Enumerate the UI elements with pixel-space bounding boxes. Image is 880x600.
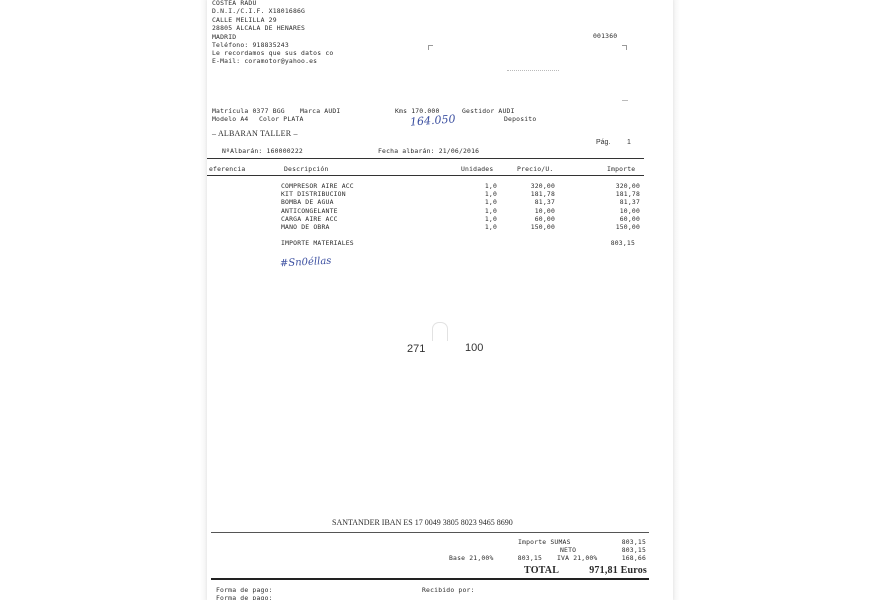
faint-stamp-mark bbox=[432, 322, 448, 341]
received-by-label: Recibido por: bbox=[422, 586, 475, 594]
item-price: 181,78 bbox=[530, 190, 555, 199]
item-units: 1,0 bbox=[484, 190, 497, 199]
page-number-right: 100 bbox=[465, 342, 484, 354]
item-description: CARGA AIRE ACC bbox=[281, 214, 338, 223]
vehicle-model: Modelo A4 bbox=[212, 115, 249, 123]
document-type: – ALBARAN TALLER – bbox=[212, 129, 298, 138]
item-price: 60,00 bbox=[534, 214, 555, 223]
item-price: 81,37 bbox=[534, 198, 555, 207]
sender-email: E-Mail: coramotor@yahoo.es bbox=[212, 57, 318, 65]
sender-name: COSTEA RADU bbox=[212, 0, 257, 7]
bank-iban: SANTANDER IBAN ES 17 0049 3805 8023 9465 8690 bbox=[332, 518, 513, 527]
item-amount: 81,37 bbox=[619, 198, 640, 207]
faint-mark bbox=[507, 70, 559, 72]
sumas-value: 803,15 bbox=[621, 538, 646, 546]
vehicle-deposit: Deposito bbox=[504, 115, 537, 123]
item-description: MANO DE OBRA bbox=[281, 223, 330, 231]
sender-province: MADRID bbox=[212, 33, 237, 41]
neto-label: NETO bbox=[560, 546, 577, 554]
col-header-amount: Importe bbox=[607, 165, 636, 173]
page-value: 1 bbox=[627, 139, 631, 146]
payment-method-label-2: Forma de pago: bbox=[216, 594, 273, 600]
header-bottom-rule bbox=[207, 175, 644, 176]
sender-dni: D.N.I./C.I.F. X1801686G bbox=[212, 7, 306, 15]
item-units: 1,0 bbox=[484, 223, 497, 231]
sender-street: CALLE MELILLA 29 bbox=[212, 16, 277, 24]
handwritten-kms: 164.050 bbox=[409, 112, 456, 129]
total-value: 971,81 Euros bbox=[589, 565, 647, 576]
materials-label: IMPORTE MATERIALES bbox=[281, 239, 354, 247]
albaran-document bbox=[207, 0, 673, 600]
faint-mark bbox=[622, 100, 628, 102]
iva-label: IVA 21,00% bbox=[557, 554, 598, 562]
col-header-reference: eferencia bbox=[209, 165, 246, 173]
page-label: Pág. bbox=[596, 139, 611, 146]
vehicle-manager: Gestidor AUDI bbox=[462, 107, 515, 115]
vehicle-kms: Kms 170.000 bbox=[395, 107, 440, 115]
vehicle-brand: Marca AUDI bbox=[300, 107, 341, 115]
scan-shadow-right bbox=[673, 0, 680, 600]
item-description: KIT DISTRIBUCION bbox=[281, 190, 346, 199]
item-description: COMPRESOR AIRE ACC bbox=[281, 182, 354, 190]
sender-city: 28805 ALCALA DE HENARES bbox=[212, 24, 306, 32]
item-units: 1,0 bbox=[484, 206, 497, 215]
item-description: ANTICONGELANTE bbox=[281, 206, 338, 215]
totals-bottom-rule bbox=[211, 578, 649, 580]
item-description: BOMBA DE AGUA bbox=[281, 198, 334, 207]
item-amount: 10,00 bbox=[619, 206, 640, 215]
payment-method-label: Forma de pago: bbox=[216, 586, 273, 594]
item-price: 10,00 bbox=[534, 206, 555, 215]
albaran-date: Fecha albarán: 21/06/2016 bbox=[378, 147, 480, 155]
item-amount: 150,00 bbox=[615, 223, 640, 231]
item-units: 1,0 bbox=[484, 182, 497, 190]
vehicle-color: Color PLATA bbox=[259, 115, 304, 123]
sender-phone: Teléfono: 918835243 bbox=[212, 41, 289, 49]
totals-top-rule bbox=[211, 532, 649, 533]
total-label: TOTAL bbox=[524, 565, 560, 576]
vehicle-plate: Matrícula 0377 BGG bbox=[212, 107, 285, 115]
neto-value: 803,15 bbox=[621, 546, 646, 554]
albaran-number: NºAlbarán: 160000222 bbox=[222, 147, 303, 155]
handwritten-note: #Sn0éllas bbox=[279, 255, 332, 270]
col-header-price: Precio/U. bbox=[517, 165, 554, 173]
item-units: 1,0 bbox=[484, 198, 497, 207]
col-header-units: Unidades bbox=[461, 165, 494, 173]
address-window-corner bbox=[428, 45, 433, 50]
iva-value: 168,66 bbox=[621, 554, 646, 562]
col-header-description: Descripción bbox=[284, 165, 329, 173]
materials-value: 803,15 bbox=[610, 239, 635, 247]
sumas-label: Importe SUMAS bbox=[518, 538, 571, 546]
item-units: 1,0 bbox=[484, 214, 497, 223]
item-amount: 181,78 bbox=[615, 190, 640, 199]
sender-reminder: Le recordamos que sus datos co bbox=[212, 49, 334, 57]
base-label: Base 21,00% bbox=[449, 554, 494, 562]
base-value: 803,15 bbox=[517, 554, 542, 562]
table-top-rule bbox=[207, 158, 644, 159]
address-window-corner bbox=[622, 45, 627, 50]
scan-shadow-left bbox=[200, 0, 207, 600]
item-price: 320,00 bbox=[530, 182, 555, 190]
item-amount: 320,00 bbox=[615, 182, 640, 190]
document-code: 001360 bbox=[593, 32, 618, 40]
page-number-left: 271 bbox=[407, 343, 426, 355]
item-amount: 60,00 bbox=[619, 214, 640, 223]
item-price: 150,00 bbox=[530, 223, 555, 231]
